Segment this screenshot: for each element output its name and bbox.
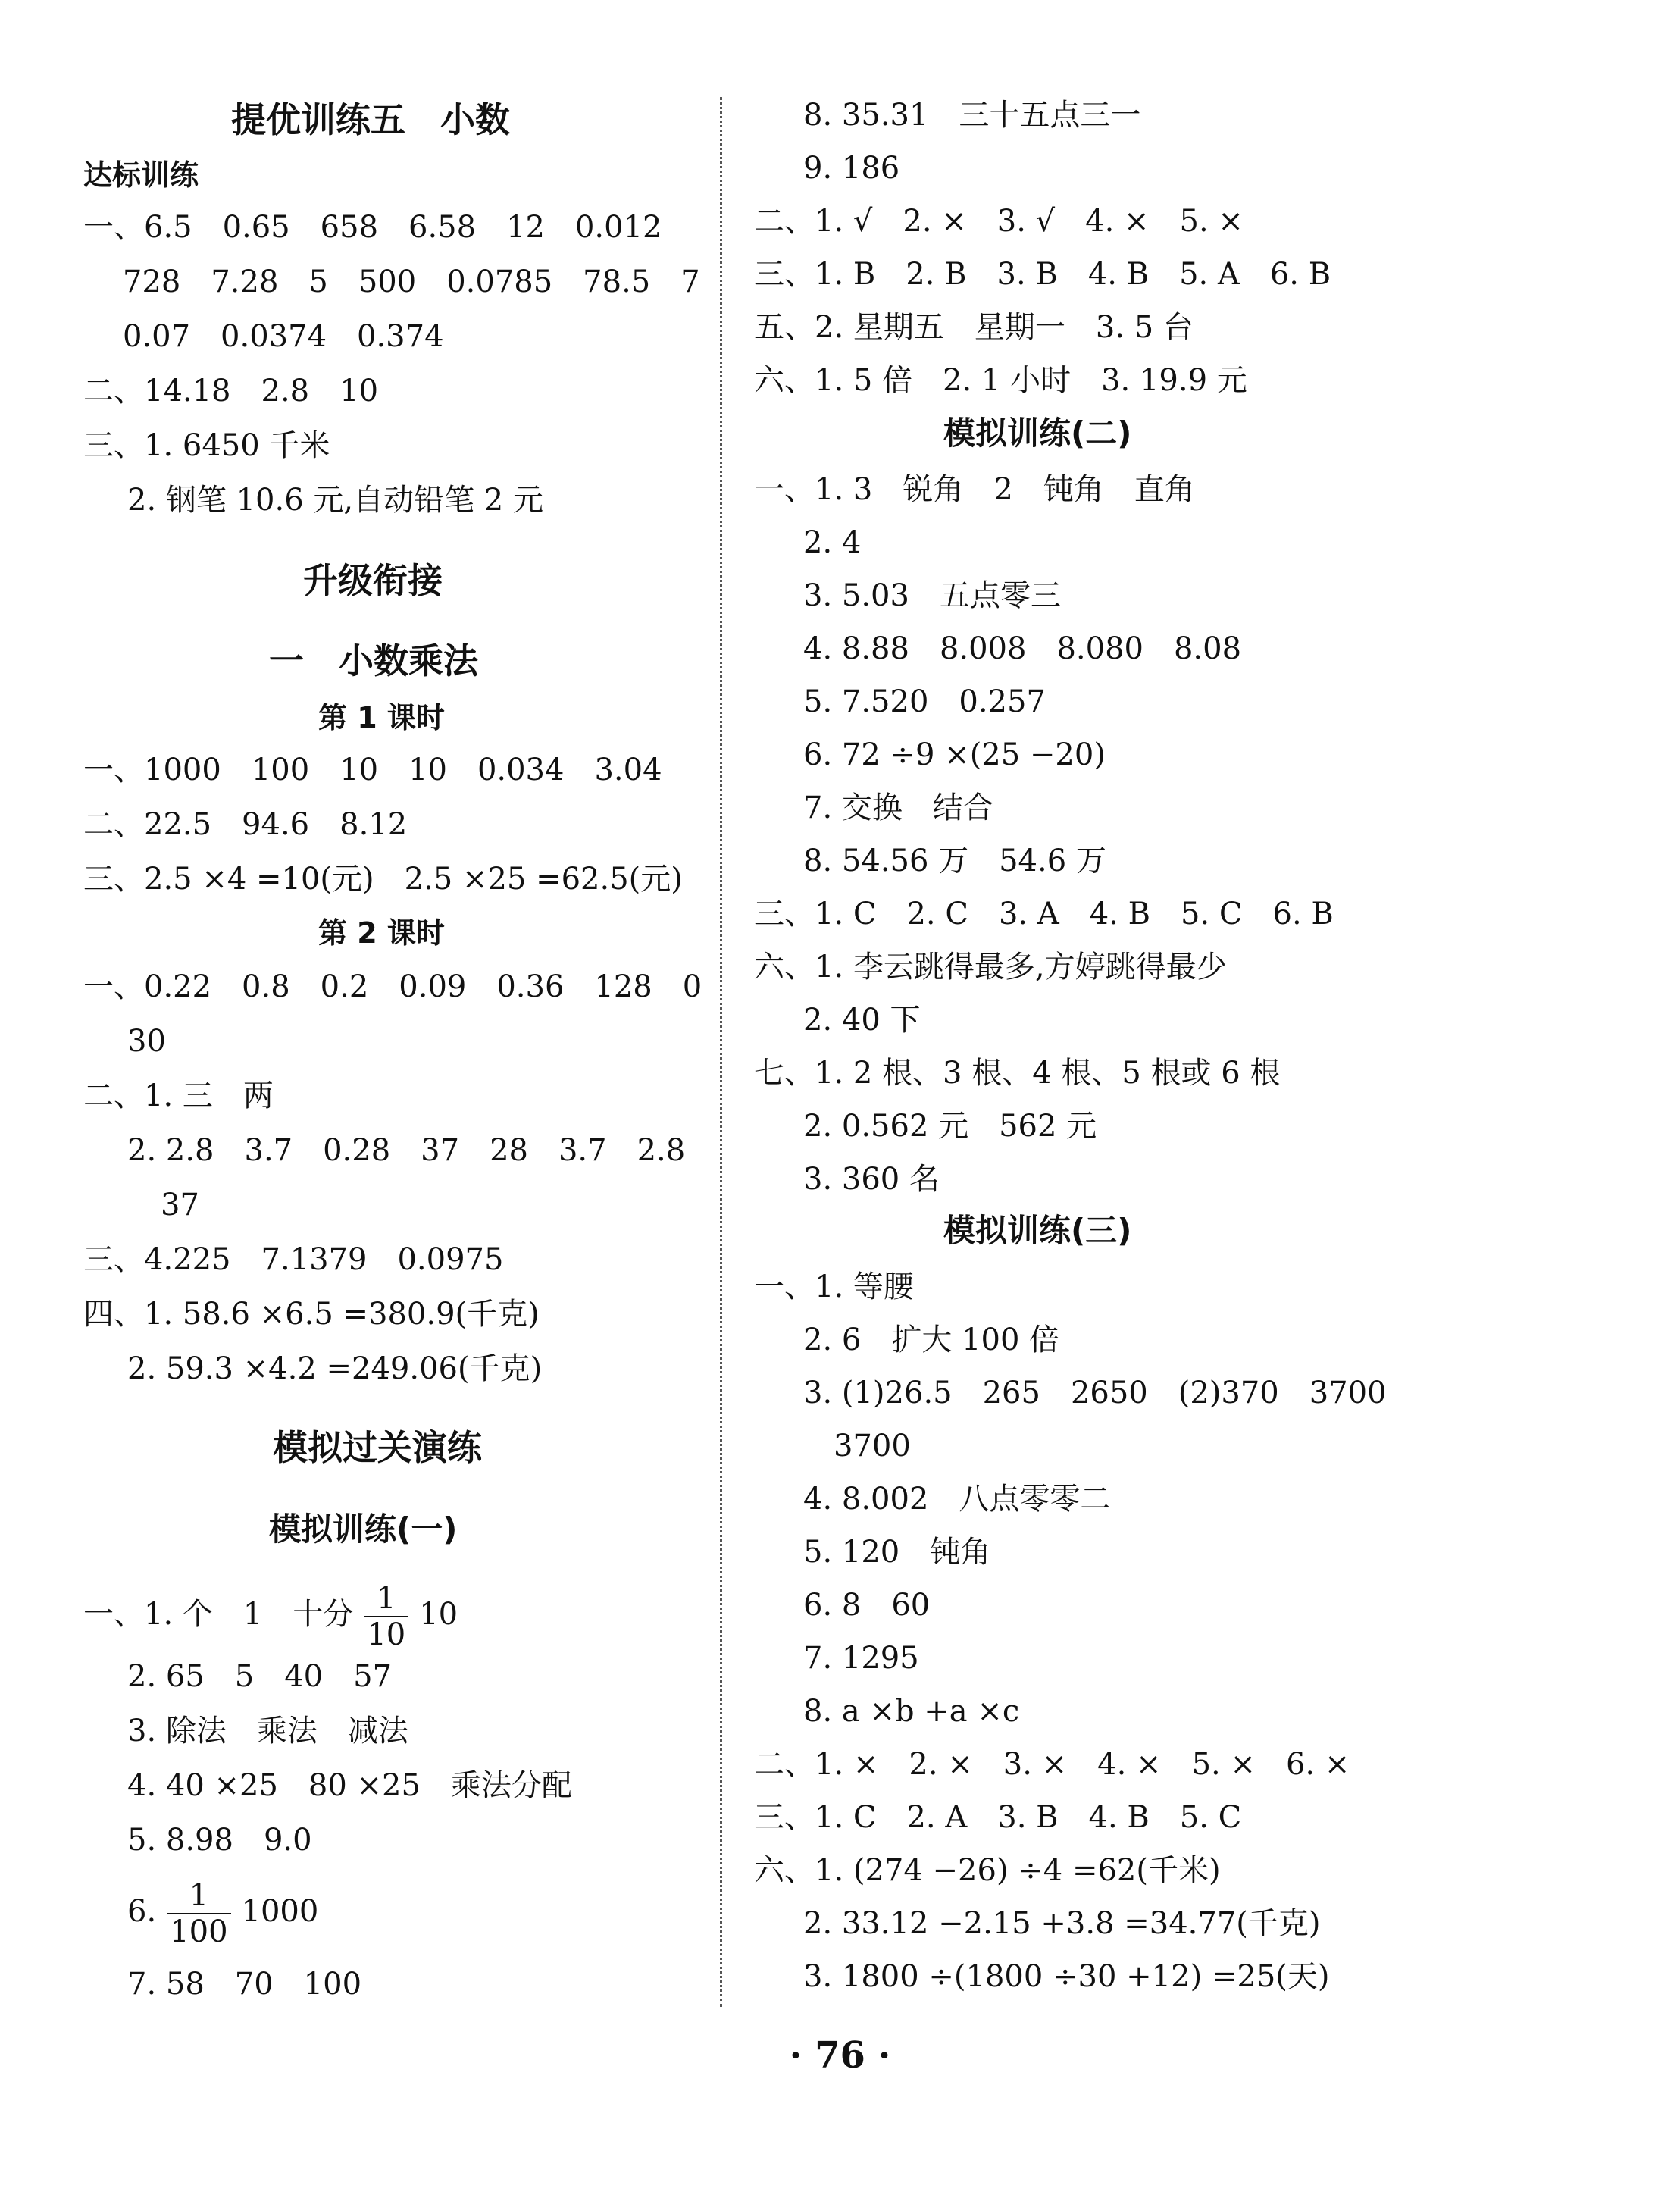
answer-line: 6. 72 ÷9 ×(25 −20) <box>803 737 1106 772</box>
answer-line: 8. 35.31 三十五点三一 <box>803 98 1141 133</box>
answer-line: 三、1. C 2. A 3. B 4. B 5. C <box>754 1800 1242 1835</box>
answer-line: 2. 4 <box>803 525 862 560</box>
answer-line: 二、1. × 2. × 3. × 4. × 5. × 6. × <box>754 1747 1350 1782</box>
answer-line: 2. 0.562 元 562 元 <box>803 1109 1097 1144</box>
denominator: 10 <box>367 1617 406 1652</box>
numerator: 1 <box>364 1581 408 1617</box>
answer-line: 4. 8.88 8.008 8.080 8.08 <box>803 631 1242 666</box>
answer-line: 2. 钢笔 10.6 元,自动铅笔 2 元 <box>127 483 543 518</box>
section-title: 一 小数乘法 <box>269 640 478 681</box>
denominator: 100 <box>170 1914 228 1949</box>
answer-line: 二、1. 三 两 <box>83 1078 274 1113</box>
fraction <box>364 1581 408 1652</box>
fraction <box>167 1878 230 1949</box>
numerator: 1 <box>167 1878 230 1914</box>
section-title: 模拟训练(三) <box>943 1212 1132 1249</box>
answer-line: 3. 除法 乘法 减法 <box>127 1714 408 1748</box>
answer-line: 3. 1800 ÷(1800 ÷30 +12) =25(天) <box>803 1959 1330 1994</box>
answer-line: 3. (1)26.5 265 2650 (2)370 3700 <box>803 1376 1387 1410</box>
answer-line: 七、1. 2 根、3 根、4 根、5 根或 6 根 <box>754 1056 1281 1091</box>
answer-line: 二、1. √ 2. × 3. √ 4. × 5. × <box>754 204 1244 239</box>
answer-line: 三、1. B 2. B 3. B 4. B 5. A 6. B <box>754 257 1331 292</box>
section-title: 提优训练五 小数 <box>231 99 510 140</box>
answer-line: 三、1. 6450 千米 <box>83 428 330 463</box>
page-number: · 76 · <box>789 2034 891 2077</box>
answer-line: 7. 1295 <box>803 1641 919 1676</box>
answer-line: 0.07 0.0374 0.374 <box>123 319 444 354</box>
section-title: 模拟训练(二) <box>943 415 1132 452</box>
lesson-title: 第 2 课时 <box>318 916 445 950</box>
answer-line: 一、1000 100 10 10 0.034 3.04 <box>83 753 662 787</box>
answer-line: 2. 65 5 40 57 <box>127 1659 393 1694</box>
answer-line: 三、1. C 2. C 3. A 4. B 5. C 6. B <box>754 897 1334 931</box>
answer-line: 三、2.5 ×4 =10(元) 2.5 ×25 =62.5(元) <box>83 862 683 897</box>
answer-line: 六、1. 5 倍 2. 1 小时 3. 19.9 元 <box>754 363 1247 398</box>
answer-line <box>127 1875 318 1949</box>
column-divider <box>720 97 722 2007</box>
answer-line: 2. 33.12 −2.15 +3.8 =34.77(千克) <box>803 1906 1321 1941</box>
answer-line: 一、1. 3 锐角 2 钝角 直角 <box>754 472 1195 507</box>
answer-line: 二、22.5 94.6 8.12 <box>83 807 408 842</box>
answer-line: 一、6.5 0.65 658 6.58 12 0.012 <box>83 210 662 245</box>
answer-line: 3. 360 名 <box>803 1162 940 1197</box>
answer-line: 3700 <box>834 1429 911 1464</box>
answer-line: 一、1. 等腰 <box>754 1269 914 1304</box>
answer-line: 一、0.22 0.8 0.2 0.09 0.36 128 0 <box>83 969 702 1004</box>
lesson-title: 第 1 课时 <box>318 701 445 734</box>
answer-line: 5. 8.98 9.0 <box>127 1823 312 1858</box>
answer-line: 2. 2.8 3.7 0.28 37 28 3.7 2.8 <box>127 1133 686 1168</box>
answer-line: 2. 6 扩大 100 倍 <box>803 1323 1060 1357</box>
answer-line: 4. 40 ×25 80 ×25 乘法分配 <box>127 1768 572 1803</box>
answer-line: 728 7.28 5 500 0.0785 78.5 7 <box>123 265 700 299</box>
answer-line: 6. 8 60 <box>803 1588 931 1623</box>
answer-line: 8. 54.56 万 54.6 万 <box>803 844 1106 878</box>
answer-line: 7. 交换 结合 <box>803 790 993 825</box>
section-title: 模拟过关演练 <box>273 1427 482 1468</box>
answer-line: 二、14.18 2.8 10 <box>83 374 379 409</box>
answer-line: 四、1. 58.6 ×6.5 =380.9(千克) <box>83 1297 540 1332</box>
answer-line: 六、1. 李云跳得最多,方婷跳得最少 <box>754 950 1227 985</box>
answer-text: 一、1. 个 1 十分 <box>83 1597 354 1632</box>
answer-line: 8. a ×b +a ×c <box>803 1694 1020 1729</box>
answer-line: 37 <box>161 1188 199 1222</box>
answer-line: 三、4.225 7.1379 0.0975 <box>83 1242 504 1277</box>
answer-line: 2. 59.3 ×4.2 =249.06(千克) <box>127 1351 543 1386</box>
answer-line: 5. 120 钝角 <box>803 1535 991 1570</box>
section-title: 模拟训练(一) <box>269 1510 458 1548</box>
answer-line: 2. 40 下 <box>803 1003 921 1038</box>
answer-line: 五、2. 星期五 星期一 3. 5 台 <box>754 310 1194 345</box>
answer-line: 六、1. (274 −26) ÷4 =62(千米) <box>754 1853 1221 1888</box>
subsection-title: 达标训练 <box>83 158 199 192</box>
answer-text: 6. <box>127 1894 157 1929</box>
answer-line: 3. 5.03 五点零三 <box>803 578 1061 613</box>
answer-line: 9. 186 <box>803 151 900 186</box>
answer-line: 7. 58 70 100 <box>127 1967 362 2002</box>
answer-text: 10 <box>419 1597 458 1632</box>
answer-text: 1000 <box>241 1894 319 1929</box>
answer-line: 5. 7.520 0.257 <box>803 684 1046 719</box>
answer-line <box>83 1578 458 1652</box>
section-title: 升级衔接 <box>303 560 443 601</box>
answer-line: 4. 8.002 八点零零二 <box>803 1482 1111 1517</box>
answer-line: 30 <box>127 1024 166 1059</box>
